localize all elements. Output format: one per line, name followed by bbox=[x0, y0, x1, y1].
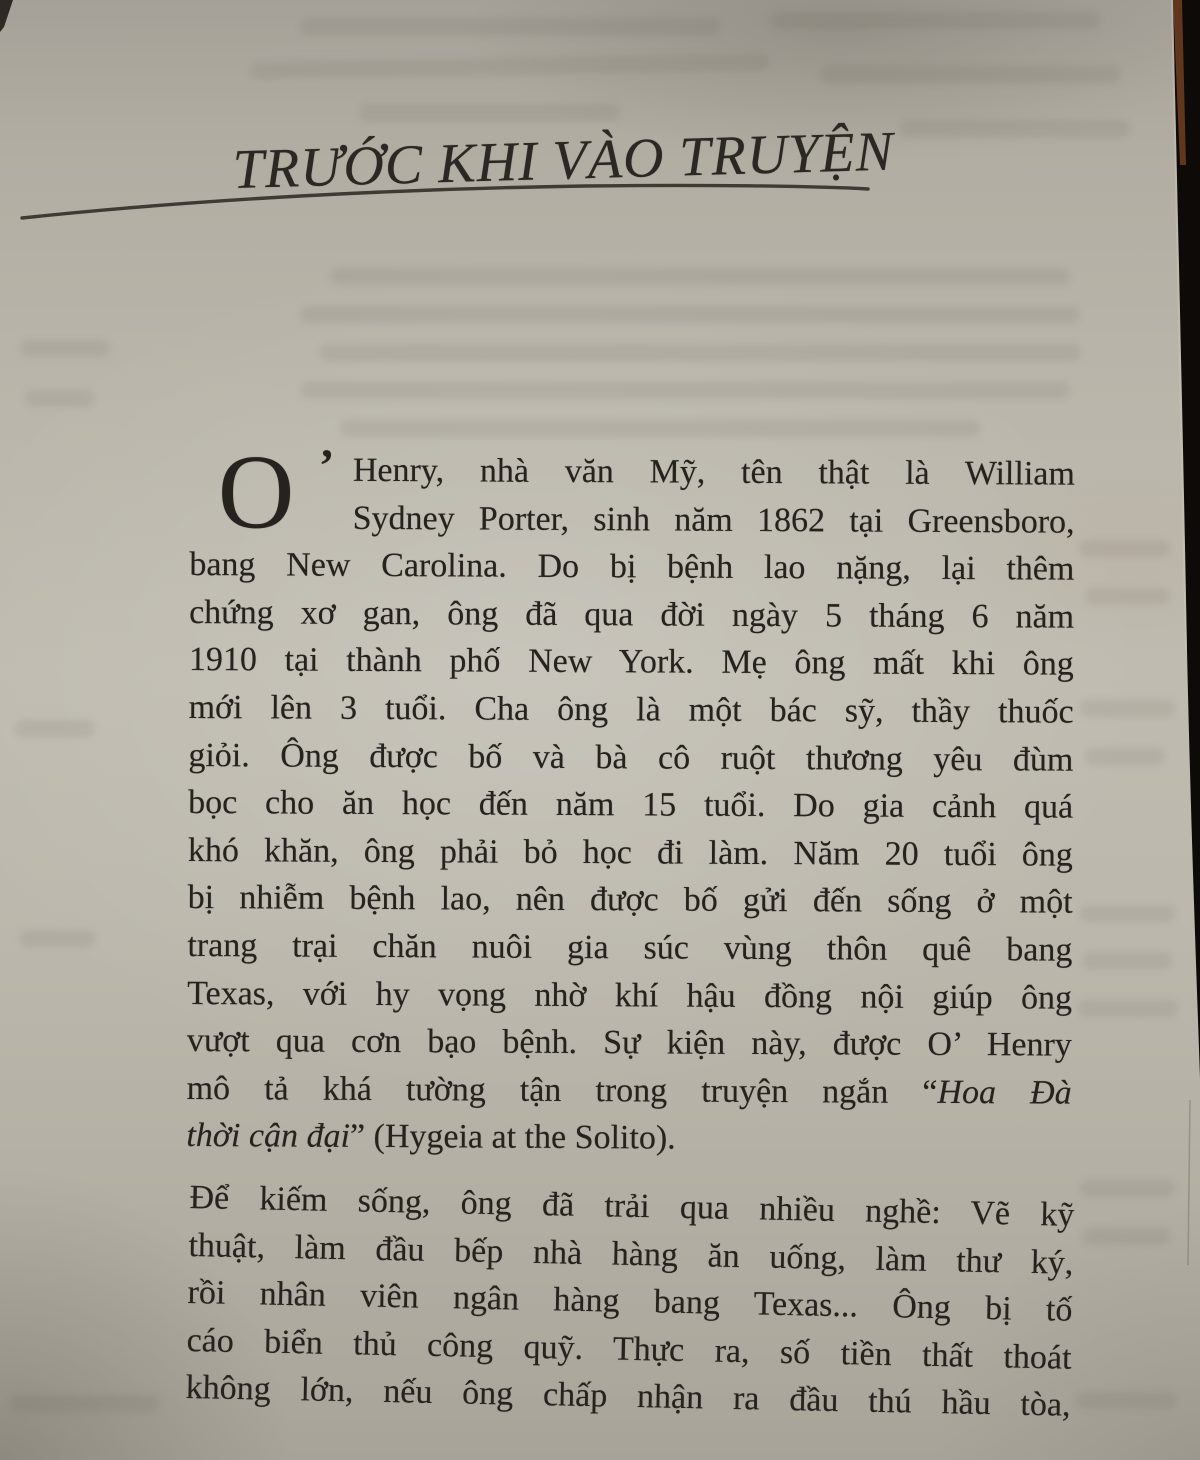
text-line: không lớn, nếu ông chấp nhận ra đầu thú hầu tòa, bbox=[185, 1369, 1071, 1425]
bleed-through-smudge bbox=[1080, 700, 1175, 717]
text-line: rồi nhân viên ngân hàng bang Texas... Ông bị tố bbox=[187, 1274, 1073, 1329]
text-line: Sydney Porter, sinh năm 1862 tại Greensboro, bbox=[352, 499, 1075, 541]
bleed-through-smudge bbox=[1080, 540, 1170, 557]
text-line: thời cận đại” (Hygeia at the Solito). bbox=[186, 1117, 676, 1157]
text-line: khó khăn, ông phải bỏ học đi làm. Năm 20 tuổi ông bbox=[187, 831, 1073, 874]
page-edge-brown-line bbox=[1173, 0, 1186, 165]
text-line: mô tả khá tường tận trong truyện ngắn “Hoa Đà bbox=[186, 1069, 1072, 1112]
bleed-through-smudge bbox=[360, 104, 620, 121]
bleed-through-smudge bbox=[20, 930, 95, 947]
bleed-through-smudge bbox=[250, 53, 770, 79]
bleed-through-smudge bbox=[20, 340, 110, 357]
paragraph-2 bbox=[185, 1174, 1075, 1430]
text-line: bang New Carolina. Do bị bệnh lao nặng, lại thêm bbox=[189, 546, 1075, 588]
text-line: bị nhiễm bệnh lao, nên được bố gửi đến sống ở một bbox=[187, 879, 1073, 921]
bleed-through-smudge bbox=[820, 66, 1120, 83]
bleed-through-smudge bbox=[340, 420, 980, 437]
text-line: Henry, nhà văn Mỹ, tên thật là William bbox=[352, 451, 1075, 493]
bleed-through-smudge bbox=[10, 1395, 160, 1412]
bleed-through-smudge bbox=[1080, 1180, 1175, 1197]
bleed-through-smudge bbox=[1080, 905, 1175, 922]
chapter-title: TRƯỚC KHI VÀO TRUYỆN bbox=[232, 120, 895, 201]
text-line: Để kiếm sống, ông đã trải qua nhiều nghề: Vẽ kỹ bbox=[189, 1178, 1075, 1234]
page-edge-highlight bbox=[1172, 0, 1186, 650]
paragraph-1 bbox=[186, 433, 1075, 1165]
text-line: trang trại chăn nuôi gia súc vùng thôn quê bang bbox=[187, 926, 1073, 969]
drop-cap: O bbox=[217, 433, 295, 551]
bleed-through-smudge bbox=[1076, 1392, 1176, 1409]
bleed-through-smudge bbox=[25, 390, 95, 407]
bleed-through-smudge bbox=[300, 18, 720, 35]
bleed-through-smudge bbox=[1082, 1228, 1170, 1245]
text-line: chứng xơ gan, ông đã qua đời ngày 5 tháng 6 năm bbox=[189, 593, 1075, 636]
page-edge-crease bbox=[1188, 1100, 1190, 1265]
bleed-through-smudge bbox=[1085, 588, 1170, 605]
drop-cap-apostrophe: ’ bbox=[318, 439, 335, 491]
bleed-through-smudge bbox=[320, 344, 1080, 361]
text-line: Texas, với hy vọng nhờ khí hậu đồng nội giúp ông bbox=[187, 974, 1073, 1017]
text-line: giỏi. Ông được bố và bà cô ruột thương yêu đùm bbox=[188, 736, 1074, 779]
bleed-through-smudge bbox=[1082, 952, 1172, 969]
bleed-through-smudge bbox=[330, 268, 1070, 285]
text-line: vượt qua cơn bạo bệnh. Sự kiện này, được O’ Henry bbox=[186, 1022, 1072, 1064]
page-edge-shadow bbox=[1173, 0, 1200, 1078]
bleed-through-smudge bbox=[1085, 748, 1165, 765]
bleed-through-smudge bbox=[300, 306, 1080, 323]
bleed-through-smudge bbox=[770, 12, 1100, 29]
bleed-through-smudge bbox=[15, 720, 95, 737]
corner-notch bbox=[0, 0, 13, 32]
text-line: 1910 tại thành phố New York. Mẹ ông mất khi ông bbox=[188, 641, 1074, 684]
text-line: thuật, làm đầu bếp nhà hàng ăn uống, làm thư ký, bbox=[188, 1226, 1074, 1282]
bleed-through-smudge bbox=[1078, 1000, 1178, 1017]
bleed-through-smudge bbox=[900, 120, 1130, 137]
text-line: cáo biển thủ công quỹ. Thực ra, số tiền thất thoát bbox=[186, 1321, 1072, 1377]
bleed-through-smudge bbox=[300, 382, 1070, 399]
text-line: bọc cho ăn học đến năm 15 tuổi. Do gia cảnh quá bbox=[188, 784, 1074, 826]
text-line: mới lên 3 tuổi. Cha ông là một bác sỹ, thầy thuốc bbox=[188, 688, 1074, 731]
